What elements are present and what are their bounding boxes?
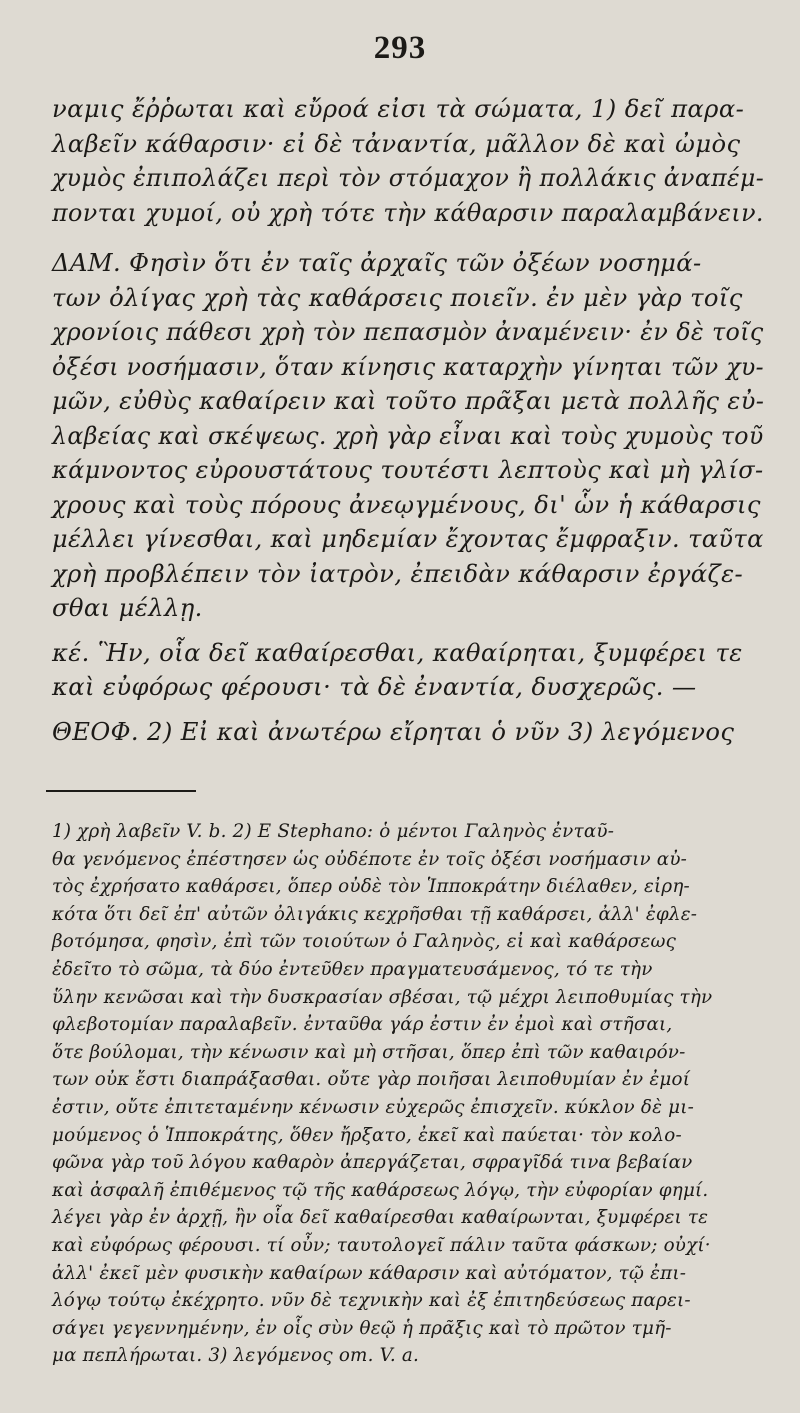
footnote-line: καὶ εὐφόρως φέρουσι. τί οὖν; ταυτολογεῖ πάλιν ταῦτα φάσκων; οὐχί· bbox=[52, 1234, 711, 1256]
text-line: ναμις ἔῤῥωται καὶ εὔροά εἰσι τὰ σώματα, 1) δεῖ παρα- bbox=[52, 94, 745, 123]
footnote-line: των οὐκ ἔστι διαπράξασθαι. οὔτε γὰρ ποιῆσαι λειποθυμίαν ἐν ἐμοί bbox=[52, 1069, 691, 1091]
text-line: ὀξέσι νοσήμασιν, ὅταν κίνησις καταρχὴν γίνηται τῶν χυ- bbox=[52, 351, 764, 381]
text-line: κέ. Ἣν, οἷα δεῖ καθαίρεσθαι, καθαίρηται, ξυμφέρει τε bbox=[52, 637, 743, 667]
text-line: κάμνοντος εὐρουστάτους τουτέστι λεπτοὺς καὶ μὴ γλίσ- bbox=[52, 455, 764, 484]
footnote-line: βοτόμησα, φησὶν, ἐπὶ τῶν τοιούτων ὁ Γαληνὸς, εἰ καὶ καθάρσεως bbox=[52, 931, 677, 953]
text-line: των ὀλίγας χρὴ τὰς καθάρσεις ποιεῖν. ἐν μὲν γὰρ τοῖς bbox=[52, 282, 743, 312]
text-line: χυμὸς ἐπιπολάζει περὶ τὸν στόμαχον ἢ πολλάκις ἀναπέμ- bbox=[52, 163, 765, 192]
footnote-line: σάγει γεγεννημένην, ἐν οἷς σὺν θεῷ ἡ πρᾶξις καὶ τὸ πρῶτον τμῆ- bbox=[52, 1317, 672, 1339]
footnote-line: ἀλλ' ἐκεῖ μὲν φυσικὴν καθαίρων κάθαρσιν καὶ αὐτόματον, τῷ ἐπι- bbox=[52, 1262, 687, 1284]
text-line: χρους καὶ τοὺς πόρους ἀνεῳγμένους, δι' ὧν ἡ κάθαρσις bbox=[52, 489, 761, 519]
paragraph-gap bbox=[52, 626, 772, 636]
text-line: χρὴ προβλέπειν τὸν ἰατρὸν, ἐπειδὰν κάθαρσιν ἐργάζε- bbox=[52, 558, 744, 588]
footnote-line: φλεβοτομίαν παραλαβεῖν. ἐνταῦθα γάρ ἐστιν ἐν ἐμοὶ καὶ στῆσαι, bbox=[52, 1014, 673, 1036]
footnote-line: λόγῳ τούτῳ ἐκέχρητο. νῦν δὲ τεχνικὴν καὶ ἐξ ἐπιτηδεύσεως παρει- bbox=[52, 1290, 691, 1312]
footnote-line: κότα ὅτι δεῖ ἐπ' αὐτῶν ὀλιγάκις κεχρῆσθαι τῇ καθάρσει, ἀλλ' ἐφλε- bbox=[52, 903, 698, 925]
text-line: ΔΑΜ. Φησὶν ὅτι ἐν ταῖς ἀρχαῖς τῶν ὀξέων νοσημά- bbox=[52, 248, 702, 277]
footnote-line: ἐδεῖτο τὸ σῶμα, τὰ δύο ἐντεῦθεν πραγματευσάμενος, τό τε τὴν bbox=[52, 958, 653, 980]
main-text bbox=[52, 92, 772, 749]
footnote-line: μα πεπλήρωται. 3) λεγόμενος om. V. a. bbox=[52, 1345, 419, 1367]
footnote-line: μούμενος ὁ Ἱπποκράτης, ὅθεν ἤρξατο, ἐκεῖ καὶ παύεται· τὸν κολο- bbox=[52, 1124, 682, 1146]
paragraph-gap bbox=[52, 230, 772, 246]
text-line: λαβεῖν κάθαρσιν· εἰ δὲ τἀναντία, μᾶλλον δὲ καὶ ὠμὸς bbox=[52, 128, 741, 158]
text-line: ΘΕΟΦ. 2) Εἰ καὶ ἀνωτέρω εἴρηται ὁ νῦν 3) λεγόμενος bbox=[52, 716, 735, 746]
footnote-line: φῶνα γὰρ τοῦ λόγου καθαρὸν ἀπεργάζεται, σφραγῖδά τινα βεβαίαν bbox=[52, 1152, 693, 1174]
footnote-line: θα γενόμενος ἐπέστησεν ὡς οὐδέποτε ἐν τοῖς ὀξέσι νοσήμασιν αὐ- bbox=[52, 848, 688, 870]
text-line: μέλλει γίνεσθαι, καὶ μηδεμίαν ἔχοντας ἔμφραξιν. ταῦτα bbox=[52, 524, 764, 553]
footnote-line: ὕλην κενῶσαι καὶ τὴν δυσκρασίαν σβέσαι, τῷ μέχρι λειποθυμίας τὴν bbox=[52, 986, 713, 1008]
text-line: χρονίοις πάθεσι χρὴ τὸν πεπασμὸν ἀναμένειν· ἐν δὲ τοῖς bbox=[52, 317, 764, 346]
footnote-line: τὸς ἐχρήσατο καθάρσει, ὅπερ οὐδὲ τὸν Ἱπποκράτην διέλαθεν, εἰρη- bbox=[52, 876, 690, 898]
paragraph-gap bbox=[52, 705, 772, 715]
page-number: 293 bbox=[373, 30, 427, 66]
footnote-line: ὅτε βούλομαι, τὴν κένωσιν καὶ μὴ στῆσαι, ὅπερ ἐπὶ τῶν καθαιρόν- bbox=[52, 1041, 686, 1063]
footnote-separator bbox=[46, 790, 196, 792]
footnote-line: λέγει γὰρ ἐν ἀρχῇ, ἢν οἷα δεῖ καθαίρεσθαι καθαίρωνται, ξυμφέρει τε bbox=[52, 1207, 709, 1229]
text-line: λαβείας καὶ σκέψεως. χρὴ γὰρ εἶναι καὶ τοὺς χυμοὺς τοῦ bbox=[52, 420, 764, 450]
footnote-line: καὶ ἀσφαλῆ ἐπιθέμενος τῷ τῆς καθάρσεως λόγῳ, τὴν εὐφορίαν φημί. bbox=[52, 1179, 709, 1201]
text-line: σθαι μέλλῃ. bbox=[52, 593, 203, 622]
text-line: πονται χυμοί, οὐ χρὴ τότε τὴν κάθαρσιν παραλαμβάνειν. bbox=[52, 197, 764, 227]
text-line: μῶν, εὐθὺς καθαίρειν καὶ τοῦτο πρᾶξαι μετὰ πολλῆς εὐ- bbox=[52, 386, 765, 415]
footnotes bbox=[52, 818, 772, 1370]
text-line: καὶ εὐφόρως φέρουσι· τὰ δὲ ἐναντία, δυσχερῶς. — bbox=[52, 672, 697, 701]
footnote-line: 1) χρὴ λαβεῖν V. b. 2) E Stephano: ὁ μέντοι Γαληνὸς ἐνταῦ- bbox=[52, 821, 615, 842]
footnote-line: ἐστιν, οὔτε ἐπιτεταμένην κένωσιν εὐχερῶς ἐπισχεῖν. κύκλον δὲ μι- bbox=[52, 1096, 694, 1118]
